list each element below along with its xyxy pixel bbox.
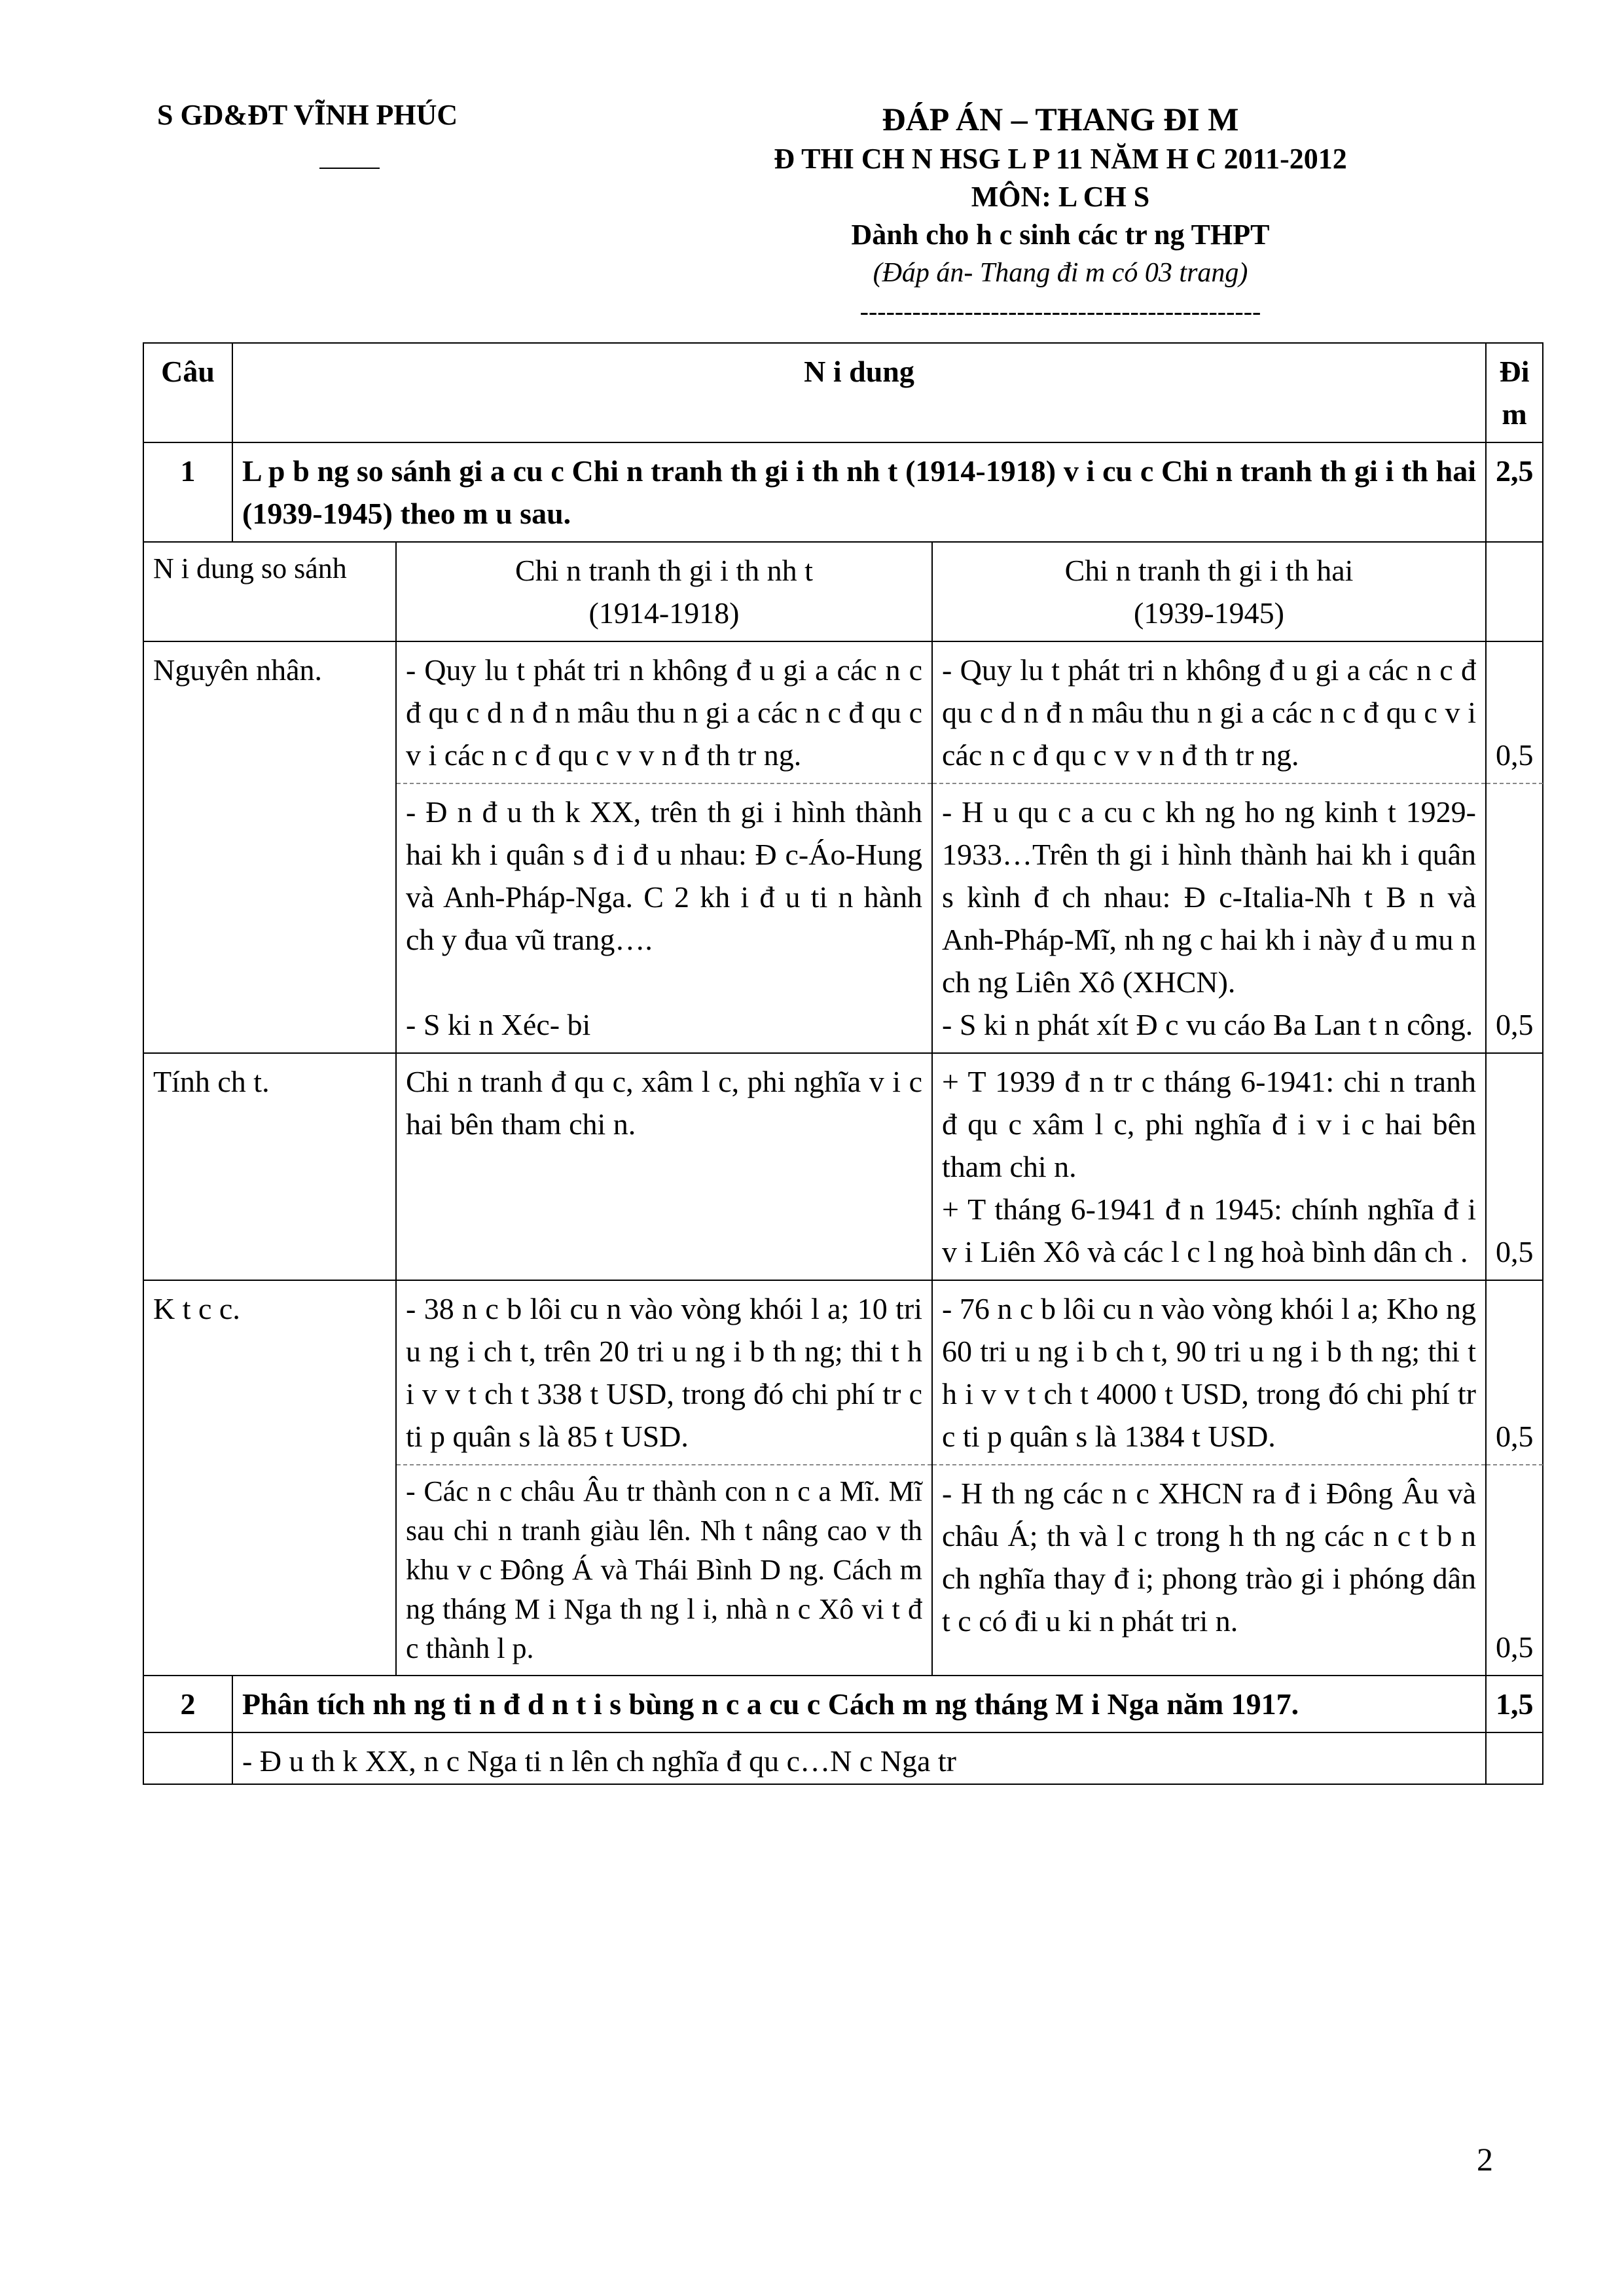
table-row xyxy=(143,1053,1543,1280)
ww2-cell: + T 1939 đ n tr c tháng 6-1941: chi n tranh đ qu c xâm l c, phi nghĩa đ i v i c hai bên tham chi n. + T tháng 6-1941 đ n 1945: chính nghĩa đ i v i Liên Xô và các l c l ng hoà bình dân ch . xyxy=(932,1053,1486,1280)
ww1-cell: - Đ n đ u th k XX, trên th gi i hình thành hai kh i quân s đ i đ u nhau: Đ c-Áo-Hung và Anh-Pháp-Nga. C 2 kh i đ u ti n hành ch y đua vũ trang…. - S ki n Xéc- bi xyxy=(396,783,932,1053)
question-2-row xyxy=(143,1676,1543,1732)
row-points: 0,5 xyxy=(1486,1465,1543,1676)
question-number: 2 xyxy=(143,1676,232,1732)
ww1-cell: - Quy lu t phát tri n không đ u gi a các n c đ qu c d n đ n mâu thu n gi a các n c đ qu c v i các n c đ qu c v v n đ th tr ng. xyxy=(396,641,932,783)
audience-line: Dành cho h c sinh các tr ng THPT xyxy=(851,219,1270,251)
ww2-header: Chi n tranh th gi i th hai (1939-1945) xyxy=(932,542,1486,641)
department-name: S GD&ĐT VĨNH PHÚC xyxy=(157,99,458,131)
answer-table xyxy=(143,342,1543,1785)
ww1-cell: - Các n c châu Âu tr thành con n c a Mĩ. Mĩ sau chi n tranh giàu lên. Nh t nâng cao v th khu v c Đông Á và Thái Bình D ng. Cách m ng tháng M i Nga th ng l i, nhà n c Xô vi t đ c thành l p. xyxy=(396,1465,932,1676)
ww1-cell: - 38 n c b lôi cu n vào vòng khói l a; 10 tri u ng i ch t, trên 20 tri u ng i b th ng; thi t h i v v t ch t 338 t USD, trong đó chi phí tr c ti p quân s là 85 t USD. xyxy=(396,1280,932,1465)
department-underline xyxy=(319,168,380,169)
exam-name: Đ THI CH N HSG L P 11 NĂM H C 2011-2012 xyxy=(774,143,1347,175)
compare-header-row xyxy=(143,542,1543,641)
question-number: 1 xyxy=(143,442,232,542)
ww2-cell: - H th ng các n c XHCN ra đ i Đông Âu và châu Á; th và l c trong h th ng các n c t b n ch nghĩa thay đ i; phong trào gi i phóng dân t c có đi u ki n phát tri n. xyxy=(932,1465,1486,1676)
row-points: 0,5 xyxy=(1486,1280,1543,1465)
question-points: 1,5 xyxy=(1486,1676,1543,1732)
points-cell-empty xyxy=(1486,542,1543,641)
row-points: 0,5 xyxy=(1486,783,1543,1053)
ww2-cell: - 76 n c b lôi cu n vào vòng khói l a; Kho ng 60 tri u ng i b ch t, 90 tri u ng i b th ng; thi t h i v v t ch t 4000 t USD, trong đó chi phí tr c ti p quân s là 1384 t USD. xyxy=(932,1280,1486,1465)
row-points: 0,5 xyxy=(1486,1053,1543,1280)
answer-text: - Đ u th k XX, n c Nga ti n lên ch nghĩa đ qu c…N c Nga tr xyxy=(232,1732,1486,1784)
page-number: 2 xyxy=(1477,2141,1493,2178)
question-points: 2,5 xyxy=(1486,442,1543,542)
row-label: Tính ch t. xyxy=(143,1053,396,1280)
page-count-note: (Đáp án- Thang đi m có 03 trang) xyxy=(873,258,1248,288)
table-header-row xyxy=(143,343,1543,442)
subject-name: MÔN: L CH S xyxy=(971,181,1150,213)
table-row xyxy=(143,1280,1543,1465)
ww2-cell: - H u qu c a cu c kh ng ho ng kinh t 1929-1933…Trên th gi i hình thành hai kh i quân s kình đ ch nhau: Đ c-Italia-Nh t B n và Anh-Pháp-Mĩ, nh ng c hai kh i này đ u mu n ch ng Liên Xô (XHCN). - S ki n phát xít Đ c vu cáo Ba Lan t n công. xyxy=(932,783,1486,1053)
table-row xyxy=(143,641,1543,783)
col-header-content: N i dung xyxy=(232,343,1486,442)
points-cell-empty xyxy=(1486,1732,1543,1784)
row-points: 0,5 xyxy=(1486,641,1543,783)
compare-label-header: N i dung so sánh xyxy=(143,542,396,641)
row-label: K t c c. xyxy=(143,1280,396,1676)
question-1-row xyxy=(143,442,1543,542)
question-text: Phân tích nh ng ti n đ d n t i s bùng n c a cu c Cách m ng tháng M i Nga năm 1917. xyxy=(232,1676,1486,1732)
row-label: Nguyên nhân. xyxy=(143,641,396,1053)
empty-cell xyxy=(143,1732,232,1784)
col-header-question: Câu xyxy=(143,343,232,442)
ww1-cell: Chi n tranh đ qu c, xâm l c, phi nghĩa v i c hai bên tham chi n. xyxy=(396,1053,932,1280)
header-divider: ---------------------------------------------- xyxy=(859,296,1261,326)
document-header xyxy=(655,98,1466,331)
question-text: L p b ng so sánh gi a cu c Chi n tranh th gi i th nh t (1914-1918) v i cu c Chi n tranh th gi i th hai (1939-1945) theo m u sau. xyxy=(232,442,1486,542)
ww2-cell: - Quy lu t phát tri n không đ u gi a các n c đ qu c d n đ n mâu thu n gi a các n c đ qu c v i các n c đ qu c v v n đ th tr ng. xyxy=(932,641,1486,783)
table-row xyxy=(143,1732,1543,1784)
col-header-points: Đi m xyxy=(1486,343,1543,442)
ww1-header: Chi n tranh th gi i th nh t (1914-1918) xyxy=(396,542,932,641)
document-title: ĐÁP ÁN – THANG ĐI M xyxy=(882,101,1239,137)
